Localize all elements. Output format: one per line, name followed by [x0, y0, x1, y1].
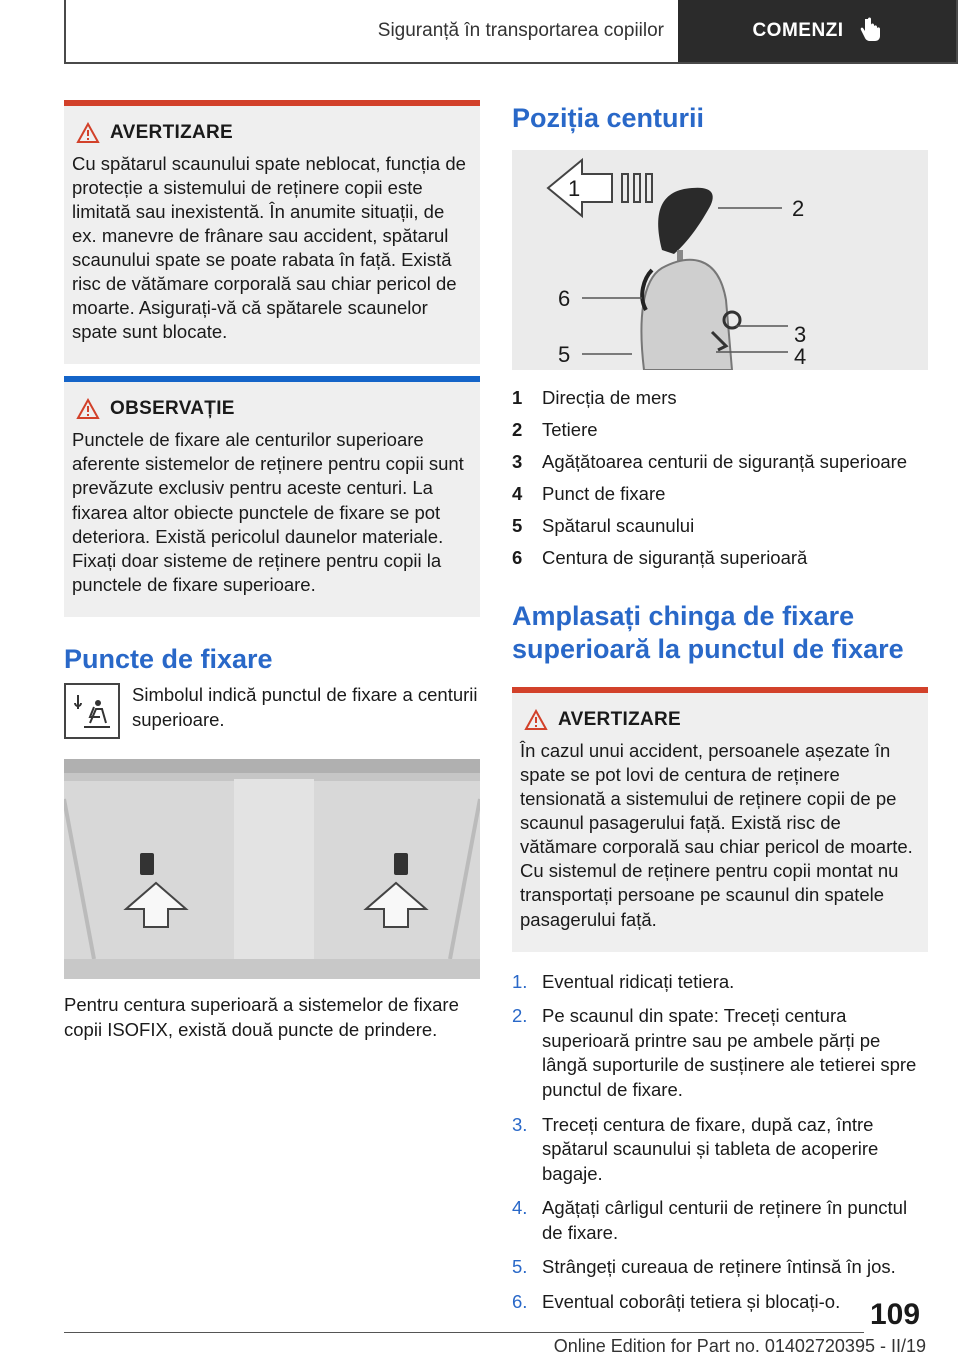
warning-triangle-icon: [76, 398, 100, 420]
step-item: 4. Agățați cârligul centurii de reținere în punctul de fixare.: [512, 1197, 908, 1243]
warning-label: AVERTIZARE: [558, 709, 681, 731]
warning-text: Cu spătarul scaunului spate neblocat, funcția de protecție a sistemului de reținere copii este limitată sau inexistentă. În anumite situații, de ex. manevre de frânare sau accident, spătarul scaunului spate se poate rabata în față. Există risc de vătămare corporală sau chiar pericol de moarte. Asigurați-vă că spătarele scaunelor spate sunt blocate.: [72, 153, 466, 343]
figure-label-5: 5: [558, 342, 571, 368]
note-box: [64, 376, 480, 616]
footer-divider: [64, 1332, 864, 1333]
legend-item: 2 Tetiere: [512, 419, 598, 441]
symbol-description: Simbolul indică punctul de fixare a centurii superioare.: [132, 684, 478, 731]
figure-label-1: 1: [568, 176, 581, 202]
page-header: [64, 0, 958, 64]
section-heading: Puncte de fixare: [64, 643, 273, 674]
section-heading: Poziția centurii: [512, 103, 705, 133]
step-item: 6. Eventual coborâți tetiera și blocați-o.: [512, 1291, 841, 1313]
child-seat-anchor-icon: [64, 683, 120, 739]
section-heading: Amplasați chinga de fixare superioară la punctul de fixare: [512, 601, 904, 664]
step-item: 1. Eventual ridicați tetiera.: [512, 970, 735, 992]
step-item: 5. Strângeți cureaua de reținere întinsă în jos.: [512, 1256, 896, 1278]
warning-label: AVERTIZARE: [110, 122, 233, 143]
anchor-points-photo: [64, 759, 480, 979]
legend-item: 5 Spătarul scaunului: [512, 515, 695, 537]
legend-item: 6 Centura de siguranță superioară: [512, 547, 808, 569]
page-number: 109: [870, 1298, 921, 1331]
legend-item: 4 Punct de fixare: [512, 483, 666, 505]
warning-triangle-icon: [76, 122, 100, 144]
figure-label-3: 3: [794, 322, 807, 348]
step-item: 2. Pe scaunul din spate: Treceți centura superioară printre sau pe ambele părți pe lângă suporturile de susținere ale tetierei spre punctul de fixare.: [512, 1005, 917, 1100]
figure-legend: [512, 382, 928, 574]
warning-box: [64, 100, 480, 364]
left-column: [64, 100, 480, 1043]
symbol-row: [64, 683, 480, 739]
section-title: Siguranță în transportarea copiilor: [66, 0, 678, 62]
warning-box: [512, 687, 928, 951]
figure-label-6: 6: [558, 286, 571, 312]
belt-position-figure: [512, 150, 928, 370]
footer-text: Online Edition for Part no. 01402720395 - II/19: [553, 1336, 926, 1356]
note-label: OBSERVAȚIE: [110, 398, 235, 420]
legend-item: 3 Agățătoarea centurii de siguranță superioare: [512, 451, 908, 473]
right-column: [512, 100, 928, 1325]
step-item: 3. Treceți centura de fixare, după caz, între spătarul scaunului și tableta de acoperire bagaje.: [512, 1113, 879, 1184]
hand-pointer-icon: [858, 17, 882, 45]
figure-label-4: 4: [794, 344, 807, 370]
figure-label-2: 2: [792, 196, 805, 222]
steps-list: [512, 970, 928, 1315]
photo-caption: Pentru centura superioară a sistemelor de fixare copii ISOFIX, există două puncte de prindere.: [64, 994, 459, 1041]
chapter-tab[interactable]: [678, 0, 956, 62]
warning-text: În cazul unui accident, persoanele așezate în spate se pot lovi de centura de reținere tensionată a sistemului de reținere copii de pe scaunul pasagerului față. Există risc de vătămare corporală sau chiar pericol de moarte. Cu sistemul de reținere pentru copii montat nu transportați persoane pe scaunul din spatele pasagerului față.: [520, 740, 913, 930]
legend-item: 1 Direcția de mers: [512, 387, 677, 409]
chapter-tab-label: COMENZI: [752, 20, 844, 41]
warning-triangle-icon: [524, 709, 548, 731]
note-text: Punctele de fixare ale centurilor superioare aferente sistemelor de reținere pentru copii sunt prevăzute exclusiv pentru aceste centuri. La fixarea altor obiecte punctele de fixare se pot deteriora. Există pericolul daunelor materiale. Fixați doar sisteme de reținere pentru copii la punctele de fixare superioare.: [72, 429, 464, 595]
